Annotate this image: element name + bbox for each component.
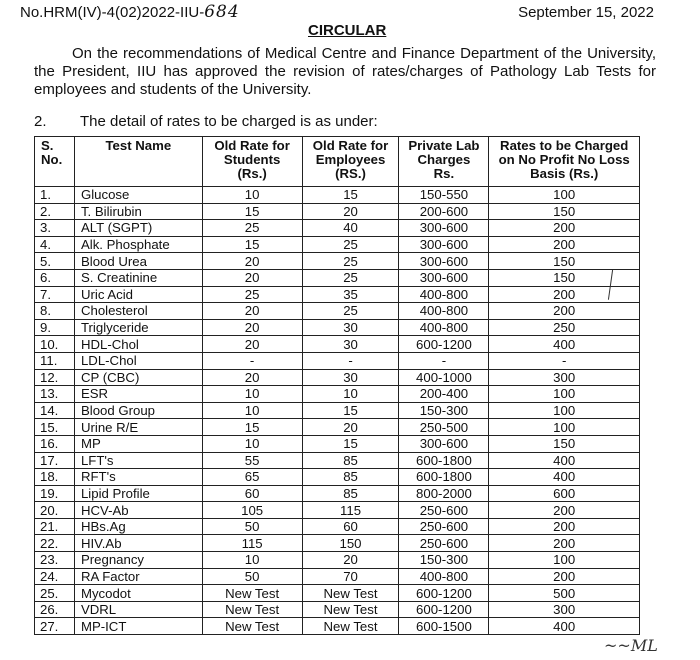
row-test-name: MP-ICT bbox=[74, 618, 202, 635]
row-serial-number: 26. bbox=[35, 601, 75, 618]
row-old-rate-employees: 15 bbox=[302, 435, 399, 452]
row-no-profit-rate: 250 bbox=[489, 319, 640, 336]
row-no-profit-rate: 200 bbox=[489, 236, 640, 253]
header-old-rate-employees: Old Rate for Employees (RS.) bbox=[302, 137, 399, 187]
row-test-name: HDL-Chol bbox=[74, 336, 202, 353]
row-no-profit-rate: 100 bbox=[489, 419, 640, 436]
row-old-rate-employees: 35 bbox=[302, 286, 399, 303]
table-row bbox=[35, 369, 640, 386]
row-test-name: S. Creatinine bbox=[74, 269, 202, 286]
table-row bbox=[35, 552, 640, 569]
row-test-name: T. Bilirubin bbox=[74, 203, 202, 220]
row-old-rate-students: New Test bbox=[202, 618, 302, 635]
row-serial-number: 2. bbox=[35, 203, 75, 220]
row-no-profit-rate: 200 bbox=[489, 502, 640, 519]
row-private-lab-charges: 300-600 bbox=[399, 220, 489, 237]
row-old-rate-employees: 70 bbox=[302, 568, 399, 585]
row-serial-number: 19. bbox=[35, 485, 75, 502]
table-row bbox=[35, 585, 640, 602]
table-row bbox=[35, 253, 640, 270]
row-old-rate-employees: 25 bbox=[302, 303, 399, 320]
row-serial-number: 22. bbox=[35, 535, 75, 552]
row-old-rate-employees: New Test bbox=[302, 618, 399, 635]
row-no-profit-rate: 400 bbox=[489, 336, 640, 353]
row-old-rate-students: 15 bbox=[202, 236, 302, 253]
table-row bbox=[35, 535, 640, 552]
row-old-rate-students: 105 bbox=[202, 502, 302, 519]
row-test-name: Blood Urea bbox=[74, 253, 202, 270]
row-test-name: Urine R/E bbox=[74, 419, 202, 436]
row-old-rate-employees: 20 bbox=[302, 552, 399, 569]
intro-paragraph: On the recommendations of Medical Centre and Finance Department of the University, the President, IIU has approved the revision of rates/charges of Pathology Lab Tests for employees and students of the University. bbox=[34, 45, 656, 98]
header-private-lab-charges: Private Lab Charges Rs. bbox=[399, 137, 489, 187]
row-private-lab-charges: 300-600 bbox=[399, 435, 489, 452]
row-no-profit-rate: 400 bbox=[489, 618, 640, 635]
row-old-rate-students: 10 bbox=[202, 435, 302, 452]
row-no-profit-rate: 600 bbox=[489, 485, 640, 502]
table-row bbox=[35, 485, 640, 502]
row-test-name: RA Factor bbox=[74, 568, 202, 585]
row-serial-number: 24. bbox=[35, 568, 75, 585]
row-old-rate-employees: 60 bbox=[302, 518, 399, 535]
row-serial-number: 14. bbox=[35, 402, 75, 419]
row-old-rate-students: 25 bbox=[202, 286, 302, 303]
circular-date: September 15, 2022 bbox=[518, 4, 654, 21]
table-row bbox=[35, 568, 640, 585]
table-row bbox=[35, 352, 640, 369]
row-old-rate-students: 15 bbox=[202, 419, 302, 436]
row-old-rate-students: 20 bbox=[202, 369, 302, 386]
row-test-name: RFT's bbox=[74, 469, 202, 486]
row-test-name: CP (CBC) bbox=[74, 369, 202, 386]
row-serial-number: 12. bbox=[35, 369, 75, 386]
row-no-profit-rate: 200 bbox=[489, 535, 640, 552]
row-test-name: ALT (SGPT) bbox=[74, 220, 202, 237]
row-test-name: VDRL bbox=[74, 601, 202, 618]
row-no-profit-rate: 400 bbox=[489, 469, 640, 486]
row-old-rate-students: 55 bbox=[202, 452, 302, 469]
row-old-rate-students: 25 bbox=[202, 220, 302, 237]
row-test-name: ESR bbox=[74, 386, 202, 403]
row-private-lab-charges: 800-2000 bbox=[399, 485, 489, 502]
row-no-profit-rate: 150 bbox=[489, 203, 640, 220]
row-no-profit-rate: 100 bbox=[489, 402, 640, 419]
row-old-rate-students: 10 bbox=[202, 552, 302, 569]
row-private-lab-charges: 600-1800 bbox=[399, 452, 489, 469]
row-old-rate-employees: 10 bbox=[302, 386, 399, 403]
row-serial-number: 1. bbox=[35, 187, 75, 204]
reference-number bbox=[20, 2, 240, 22]
row-private-lab-charges: 200-600 bbox=[399, 203, 489, 220]
row-test-name: MP bbox=[74, 435, 202, 452]
table-row bbox=[35, 502, 640, 519]
row-serial-number: 6. bbox=[35, 269, 75, 286]
row-private-lab-charges: 400-800 bbox=[399, 286, 489, 303]
row-old-rate-employees: - bbox=[302, 352, 399, 369]
row-old-rate-employees: 25 bbox=[302, 269, 399, 286]
row-serial-number: 4. bbox=[35, 236, 75, 253]
row-private-lab-charges: 250-500 bbox=[399, 419, 489, 436]
row-old-rate-students: New Test bbox=[202, 585, 302, 602]
row-private-lab-charges: 600-1500 bbox=[399, 618, 489, 635]
row-test-name: Alk. Phosphate bbox=[74, 236, 202, 253]
row-serial-number: 15. bbox=[35, 419, 75, 436]
row-old-rate-employees: 40 bbox=[302, 220, 399, 237]
row-no-profit-rate: 150 bbox=[489, 269, 640, 286]
row-private-lab-charges: 200-400 bbox=[399, 386, 489, 403]
row-old-rate-students: 20 bbox=[202, 303, 302, 320]
row-test-name: Blood Group bbox=[74, 402, 202, 419]
header-no-profit-rate: Rates to be Charged on No Profit No Loss Basis (Rs.) bbox=[489, 137, 640, 187]
row-old-rate-students: 10 bbox=[202, 187, 302, 204]
row-serial-number: 17. bbox=[35, 452, 75, 469]
row-no-profit-rate: 300 bbox=[489, 369, 640, 386]
row-private-lab-charges: 300-600 bbox=[399, 253, 489, 270]
row-private-lab-charges: 400-1000 bbox=[399, 369, 489, 386]
row-test-name: Lipid Profile bbox=[74, 485, 202, 502]
table-row bbox=[35, 452, 640, 469]
row-test-name: HIV.Ab bbox=[74, 535, 202, 552]
row-test-name: Triglyceride bbox=[74, 319, 202, 336]
table-row bbox=[35, 203, 640, 220]
rates-table bbox=[34, 136, 640, 635]
table-row bbox=[35, 618, 640, 635]
row-old-rate-students: 15 bbox=[202, 203, 302, 220]
table-row bbox=[35, 386, 640, 403]
row-no-profit-rate: 200 bbox=[489, 568, 640, 585]
row-old-rate-students: 20 bbox=[202, 336, 302, 353]
row-serial-number: 27. bbox=[35, 618, 75, 635]
row-old-rate-employees: 15 bbox=[302, 187, 399, 204]
table-row bbox=[35, 435, 640, 452]
table-row bbox=[35, 187, 640, 204]
row-test-name: LFT's bbox=[74, 452, 202, 469]
row-old-rate-students: New Test bbox=[202, 601, 302, 618]
row-old-rate-students: 50 bbox=[202, 518, 302, 535]
table-row bbox=[35, 303, 640, 320]
row-test-name: Uric Acid bbox=[74, 286, 202, 303]
row-old-rate-students: 20 bbox=[202, 319, 302, 336]
row-old-rate-employees: 115 bbox=[302, 502, 399, 519]
table-row bbox=[35, 236, 640, 253]
row-old-rate-employees: 30 bbox=[302, 319, 399, 336]
item-number: 2. bbox=[34, 113, 47, 130]
row-private-lab-charges: 400-800 bbox=[399, 303, 489, 320]
row-old-rate-employees: 30 bbox=[302, 369, 399, 386]
header-old-rate-students: Old Rate for Students (Rs.) bbox=[202, 137, 302, 187]
row-serial-number: 25. bbox=[35, 585, 75, 602]
row-no-profit-rate: 200 bbox=[489, 286, 640, 303]
table-row bbox=[35, 469, 640, 486]
row-serial-number: 20. bbox=[35, 502, 75, 519]
table-row bbox=[35, 601, 640, 618]
table-row bbox=[35, 402, 640, 419]
item-text: The detail of rates to be charged is as under: bbox=[80, 113, 378, 130]
row-no-profit-rate: 400 bbox=[489, 452, 640, 469]
row-serial-number: 23. bbox=[35, 552, 75, 569]
row-no-profit-rate: 100 bbox=[489, 187, 640, 204]
row-serial-number: 13. bbox=[35, 386, 75, 403]
row-private-lab-charges: 600-1200 bbox=[399, 601, 489, 618]
row-old-rate-employees: 20 bbox=[302, 203, 399, 220]
table-row bbox=[35, 319, 640, 336]
row-no-profit-rate: 200 bbox=[489, 518, 640, 535]
reference-prefix: No.HRM(IV)-4(02)2022-IIU- bbox=[20, 4, 205, 21]
row-private-lab-charges: 600-1800 bbox=[399, 469, 489, 486]
row-private-lab-charges: 150-300 bbox=[399, 402, 489, 419]
handwritten-initials: ~~ML bbox=[604, 636, 658, 655]
row-old-rate-employees: 20 bbox=[302, 419, 399, 436]
row-old-rate-employees: 85 bbox=[302, 469, 399, 486]
row-test-name: Mycodot bbox=[74, 585, 202, 602]
row-no-profit-rate: 100 bbox=[489, 386, 640, 403]
row-private-lab-charges: 150-300 bbox=[399, 552, 489, 569]
row-serial-number: 11. bbox=[35, 352, 75, 369]
handwritten-reference-number: 684 bbox=[204, 2, 240, 22]
header-serial-number: S. No. bbox=[35, 137, 75, 187]
row-old-rate-students: 10 bbox=[202, 386, 302, 403]
row-no-profit-rate: 200 bbox=[489, 220, 640, 237]
row-private-lab-charges: 600-1200 bbox=[399, 585, 489, 602]
row-old-rate-employees: 25 bbox=[302, 253, 399, 270]
row-old-rate-employees: 25 bbox=[302, 236, 399, 253]
table-row bbox=[35, 419, 640, 436]
row-old-rate-employees: New Test bbox=[302, 585, 399, 602]
table-row bbox=[35, 336, 640, 353]
circular-title: CIRCULAR bbox=[308, 22, 387, 39]
row-old-rate-employees: 85 bbox=[302, 452, 399, 469]
row-old-rate-employees: 30 bbox=[302, 336, 399, 353]
row-private-lab-charges: - bbox=[399, 352, 489, 369]
row-private-lab-charges: 250-600 bbox=[399, 518, 489, 535]
row-no-profit-rate: 150 bbox=[489, 435, 640, 452]
row-test-name: HCV-Ab bbox=[74, 502, 202, 519]
row-serial-number: 3. bbox=[35, 220, 75, 237]
row-old-rate-students: 65 bbox=[202, 469, 302, 486]
row-no-profit-rate: 150 bbox=[489, 253, 640, 270]
row-serial-number: 21. bbox=[35, 518, 75, 535]
row-old-rate-students: 115 bbox=[202, 535, 302, 552]
row-old-rate-students: 50 bbox=[202, 568, 302, 585]
row-serial-number: 9. bbox=[35, 319, 75, 336]
row-private-lab-charges: 150-550 bbox=[399, 187, 489, 204]
table-row bbox=[35, 269, 640, 286]
row-test-name: Pregnancy bbox=[74, 552, 202, 569]
row-old-rate-students: 10 bbox=[202, 402, 302, 419]
table-row bbox=[35, 286, 640, 303]
row-serial-number: 8. bbox=[35, 303, 75, 320]
row-old-rate-employees: 85 bbox=[302, 485, 399, 502]
row-private-lab-charges: 400-800 bbox=[399, 319, 489, 336]
row-old-rate-employees: 15 bbox=[302, 402, 399, 419]
row-private-lab-charges: 600-1200 bbox=[399, 336, 489, 353]
row-private-lab-charges: 300-600 bbox=[399, 269, 489, 286]
row-serial-number: 10. bbox=[35, 336, 75, 353]
table-header-row bbox=[35, 137, 640, 187]
row-test-name: Cholesterol bbox=[74, 303, 202, 320]
table-row bbox=[35, 220, 640, 237]
row-serial-number: 16. bbox=[35, 435, 75, 452]
table-row bbox=[35, 518, 640, 535]
row-no-profit-rate: 300 bbox=[489, 601, 640, 618]
row-test-name: Glucose bbox=[74, 187, 202, 204]
row-private-lab-charges: 300-600 bbox=[399, 236, 489, 253]
header-test-name: Test Name bbox=[74, 137, 202, 187]
row-serial-number: 5. bbox=[35, 253, 75, 270]
row-serial-number: 7. bbox=[35, 286, 75, 303]
row-serial-number: 18. bbox=[35, 469, 75, 486]
row-no-profit-rate: - bbox=[489, 352, 640, 369]
row-old-rate-employees: New Test bbox=[302, 601, 399, 618]
row-old-rate-students: 60 bbox=[202, 485, 302, 502]
row-test-name: LDL-Chol bbox=[74, 352, 202, 369]
row-old-rate-students: 20 bbox=[202, 253, 302, 270]
row-private-lab-charges: 250-600 bbox=[399, 535, 489, 552]
row-no-profit-rate: 200 bbox=[489, 303, 640, 320]
row-old-rate-employees: 150 bbox=[302, 535, 399, 552]
row-no-profit-rate: 500 bbox=[489, 585, 640, 602]
row-old-rate-students: - bbox=[202, 352, 302, 369]
row-private-lab-charges: 250-600 bbox=[399, 502, 489, 519]
row-private-lab-charges: 400-800 bbox=[399, 568, 489, 585]
row-old-rate-students: 20 bbox=[202, 269, 302, 286]
row-no-profit-rate: 100 bbox=[489, 552, 640, 569]
row-test-name: HBs.Ag bbox=[74, 518, 202, 535]
